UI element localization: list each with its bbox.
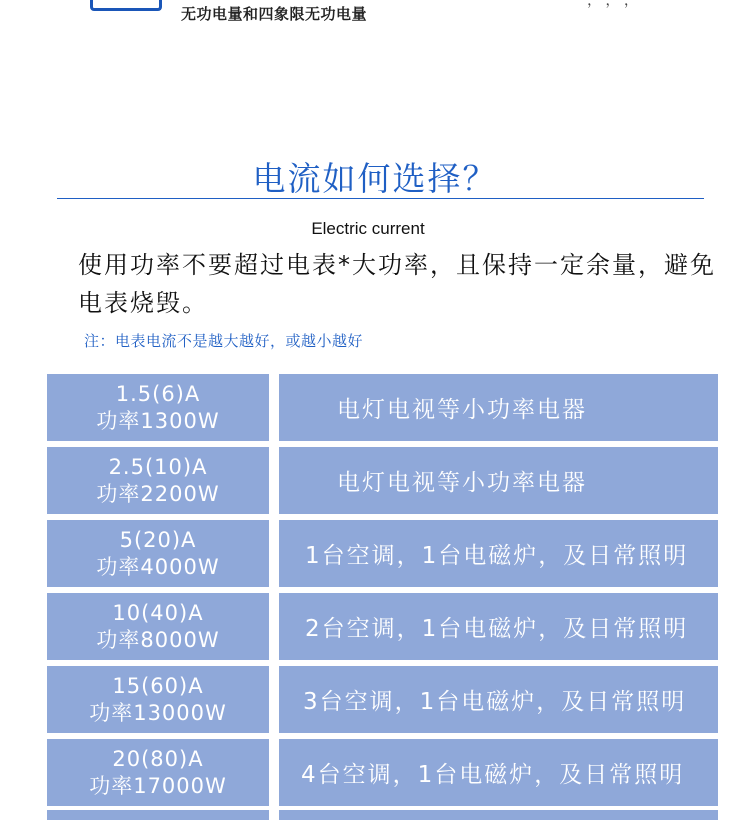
power-rating: 功率8000W xyxy=(96,627,220,652)
rating-cell xyxy=(47,520,269,587)
usage-cell xyxy=(279,374,718,441)
rating-cell-partial xyxy=(47,810,269,820)
usage-cell-partial xyxy=(279,810,718,820)
power-rating: 功率1300W xyxy=(96,408,220,433)
usage-text: 1台空调，1台电磁炉，及日常照明 xyxy=(305,543,689,569)
power-rating: 功率17000W xyxy=(89,773,227,798)
usage-text: 2台空调，1台电磁炉，及日常照明 xyxy=(305,616,689,642)
power-rating: 功率2200W xyxy=(96,481,220,506)
current-rating: 2.5(10)A xyxy=(108,454,208,479)
title-divider xyxy=(57,198,704,199)
usage-text: 4台空调，1台电磁炉，及日常照明 xyxy=(301,762,685,788)
section-note: 注：电表电流不是越大越好，或越小越好 xyxy=(84,332,364,350)
current-rating: 10(40)A xyxy=(112,600,204,625)
top-frame-box xyxy=(90,0,162,11)
usage-cell xyxy=(279,739,718,806)
current-rating: 20(80)A xyxy=(112,746,204,771)
section-title: 电流如何选择？ xyxy=(252,159,498,198)
top-right-fragment: ， ， ， xyxy=(587,0,638,9)
power-rating: 功率4000W xyxy=(96,554,220,579)
usage-cell xyxy=(279,447,718,514)
usage-cell xyxy=(279,593,718,660)
section-subtitle: Electric current xyxy=(311,219,425,238)
rating-cell xyxy=(47,593,269,660)
current-rating: 1.5(6)A xyxy=(115,381,201,406)
rating-cell xyxy=(47,447,269,514)
section-description: 使用功率不要超过电表*大功率，且保持一定余量，避免电表烧毁。 xyxy=(78,251,716,317)
usage-text: 电灯电视等小功率电器 xyxy=(337,470,587,496)
rating-cell xyxy=(47,374,269,441)
usage-text: 电灯电视等小功率电器 xyxy=(337,397,587,423)
current-rating: 5(20)A xyxy=(119,527,197,552)
usage-cell xyxy=(279,520,718,587)
top-feature-text: 无功电量和四象限无功电量 xyxy=(181,5,368,23)
usage-cell xyxy=(279,666,718,733)
rating-cell xyxy=(47,739,269,806)
current-rating: 15(60)A xyxy=(112,673,204,698)
rating-cell xyxy=(47,666,269,733)
usage-text: 3台空调，1台电磁炉，及日常照明 xyxy=(303,689,687,715)
power-rating: 功率13000W xyxy=(89,700,227,725)
